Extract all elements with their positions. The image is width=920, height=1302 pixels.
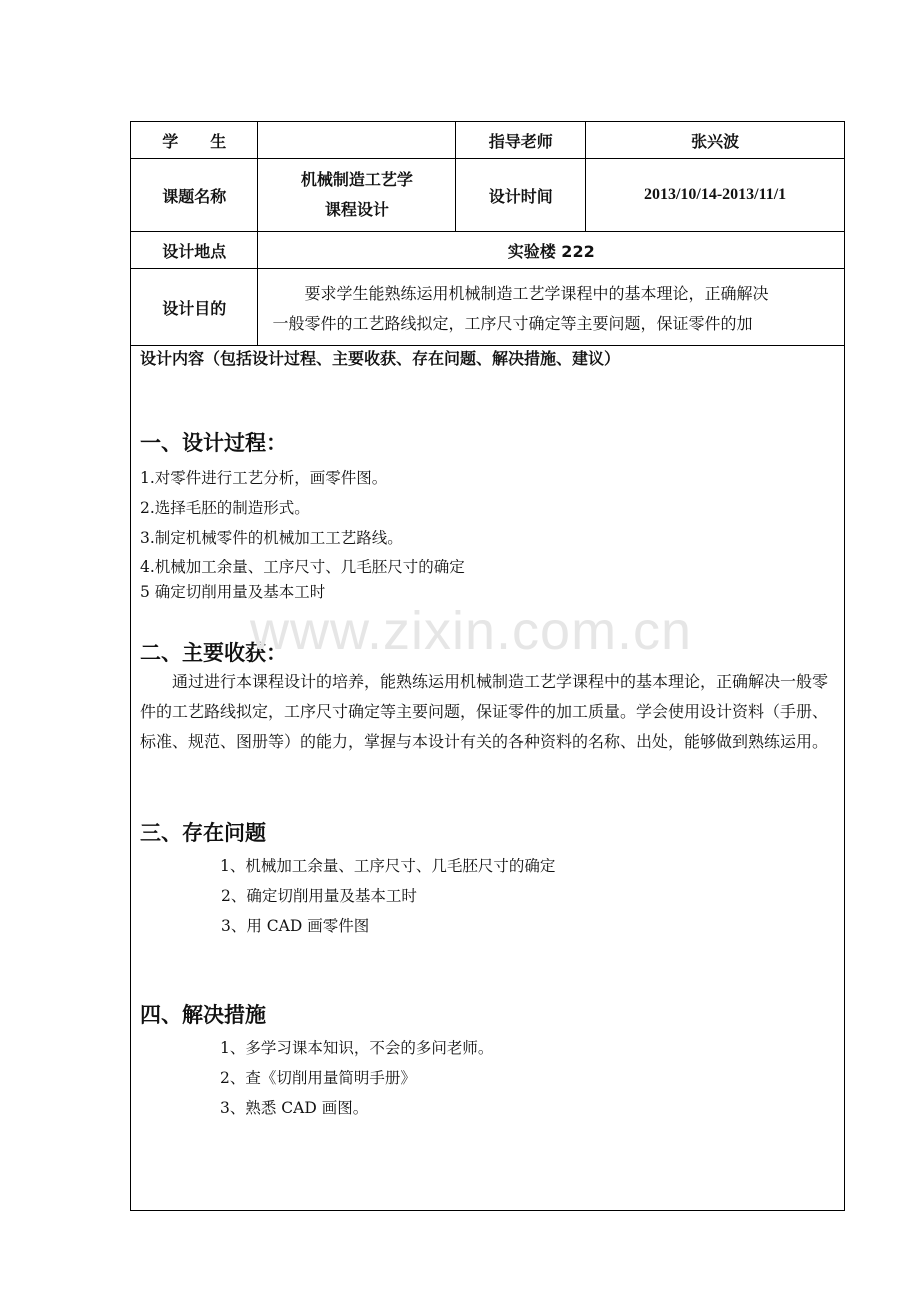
location-label: 设计地点 xyxy=(131,232,258,269)
list-item: 3.制定机械零件的机械加工工艺路线。 xyxy=(140,529,403,547)
list-item: 2、确定切削用量及基本工时 xyxy=(221,887,417,905)
list-item: 1.对零件进行工艺分析，画零件图。 xyxy=(140,469,388,487)
topic-line-2: 课程设计 xyxy=(324,200,389,219)
list-item: 2、查《切削用量简明手册》 xyxy=(220,1069,416,1087)
table-row xyxy=(131,232,845,269)
purpose-value xyxy=(258,269,845,346)
info-table xyxy=(130,121,845,346)
gains-paragraph: 通过进行本课程设计的培养，能熟练运用机械制造工艺学课程中的基本理论，正确解决一般零件的工艺路线拟定，工序尺寸确定等主要问题，保证零件的加工质量。学会使用设计资料（手册、标准、规范、图册等）的能力，掌握与本设计有关的各种资料的名称、出处，能够做到熟练运用。 xyxy=(140,672,829,751)
time-value: 2013/10/14-2013/11/1 xyxy=(586,159,845,232)
time-label: 设计时间 xyxy=(456,159,586,232)
student-value xyxy=(258,122,456,159)
list-item: 5 确定切削用量及基本工时 xyxy=(140,583,326,601)
watermark: www.zixin.com.cn xyxy=(250,601,693,661)
topic-label: 课题名称 xyxy=(131,159,258,232)
list-item: 1、机械加工余量、工序尺寸、几毛胚尺寸的确定 xyxy=(220,857,556,875)
list-item: 2.选择毛胚的制造形式。 xyxy=(140,499,310,517)
section-title-problems: 三、存在问题 xyxy=(140,821,266,845)
section-title-process: 一、设计过程： xyxy=(140,431,287,455)
list-item: 3、用 CAD 画零件图 xyxy=(221,917,370,935)
section-title-gains: 二、主要收获： xyxy=(140,641,287,665)
teacher-label: 指导老师 xyxy=(456,122,586,159)
design-content xyxy=(140,345,840,1123)
teacher-value: 张兴波 xyxy=(586,122,845,159)
purpose-line-1: 要求学生能熟练运用机械制造工艺学课程中的基本理论，正确解决 xyxy=(304,284,769,303)
topic-line-1: 机械制造工艺学 xyxy=(300,170,413,189)
student-label: 学 生 xyxy=(131,122,258,159)
topic-value xyxy=(258,159,456,232)
purpose-label: 设计目的 xyxy=(131,269,258,346)
table-row xyxy=(131,122,845,159)
document-page xyxy=(130,121,845,1211)
list-item: 4.机械加工余量、工序尺寸、几毛胚尺寸的确定 xyxy=(140,558,465,576)
content-header: 设计内容（包括设计过程、主要收获、存在问题、解决措施、建议） xyxy=(140,349,621,368)
list-item: 3、熟悉 CAD 画图。 xyxy=(220,1099,369,1117)
table-row xyxy=(131,269,845,346)
purpose-line-2: 一般零件的工艺路线拟定，工序尺寸确定等主要问题，保证零件的加 xyxy=(272,314,753,333)
location-value: 实验楼 222 xyxy=(258,232,845,269)
list-item: 1、多学习课本知识，不会的多问老师。 xyxy=(220,1039,494,1057)
table-row xyxy=(131,159,845,232)
section-title-solutions: 四、解决措施 xyxy=(140,1003,266,1027)
